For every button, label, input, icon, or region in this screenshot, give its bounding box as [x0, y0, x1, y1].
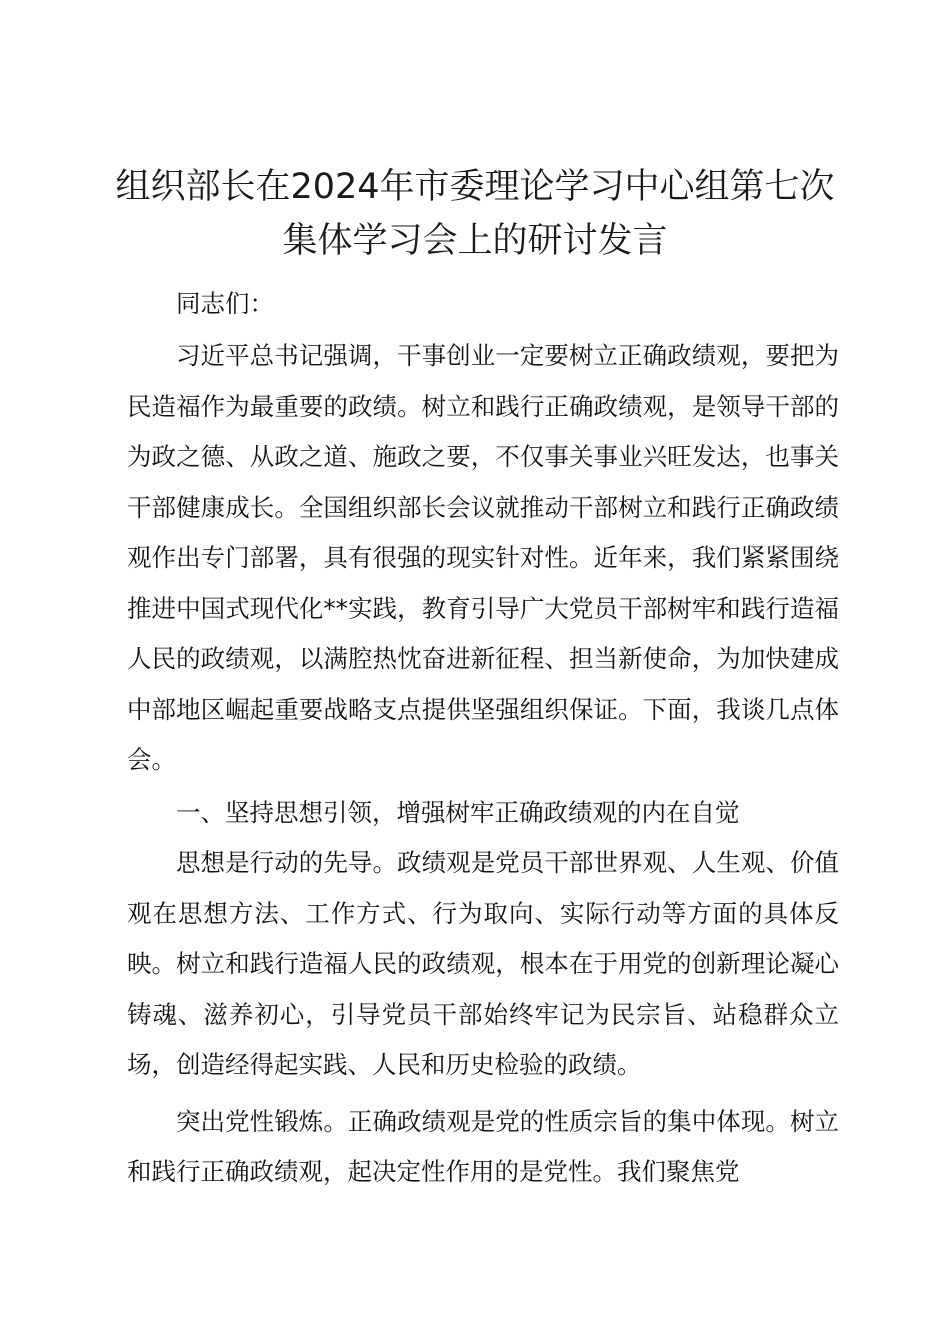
salutation: 同志们：: [176, 289, 274, 318]
paragraph-thought: 思想是行动的先导。政绩观是党员干部世界观、人生观、价值观在思想方法、工作方式、行为取向、实际行动等方面的具体反映。树立和践行造福人民的政绩观，根本在于用党的创新理论凝心铸魂、滋养初心，引导党员干部始终牢记为民宗旨、站稳群众立场，创造经得起实践、人民和历史检验的政绩。: [127, 848, 839, 1079]
document-title: 组织部长在2024年市委理论学习中心组第七次集体学习会上的研讨发言: [115, 167, 835, 261]
section-heading-1: 一、坚持思想引领，增强树牢正确政绩观的内在自觉: [176, 797, 740, 827]
document-body: [127, 281, 839, 1198]
paragraph-party-spirit: 突出党性锻炼。正确政绩观是党的性质宗旨的集中体现。树立和践行正确政绩观，起决定性作用的是党性。我们聚焦党: [127, 1106, 839, 1186]
paragraph-intro: 习近平总书记强调，干事创业一定要树立正确政绩观，要把为民造福作为最重要的政绩。树立和践行正确政绩观，是领导干部的为政之德、从政之道、施政之要，不仅事关事业兴旺发达，也事关干部健康成长。全国组织部长会议就推动干部树立和践行正确政绩观作出专门部署，具有很强的现实针对性。近年来，我们紧紧围绕推进中国式现代化**实践，教育引导广大党员干部树牢和践行造福人民的政绩观，以满腔热忱奋进新征程、担当新使命，为加快建成中部地区崛起重要战略支点提供坚强组织保证。下面，我谈几点体会。: [127, 341, 839, 774]
